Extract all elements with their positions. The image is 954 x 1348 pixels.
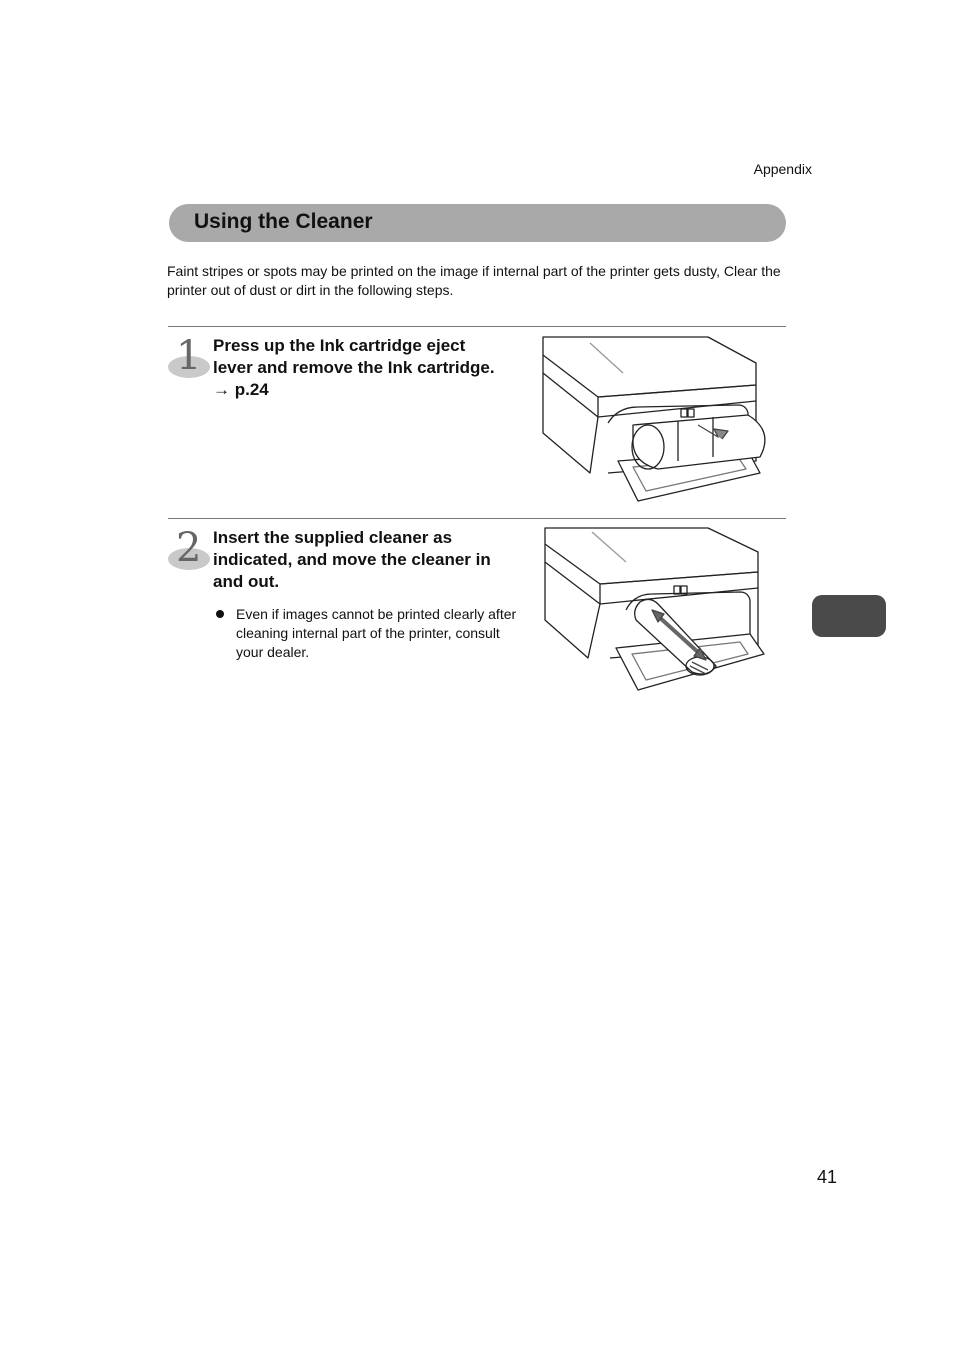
step-2-note-text: Even if images cannot be printed clearly after cleaning internal part of the printer, consult your dealer. [236,606,517,660]
step-number-digit: 2 [176,525,202,571]
step-2-number [168,525,210,572]
step-1-line-2: lever and remove the Ink cartridge. [213,358,495,377]
step-1-divider [168,326,786,327]
chapter-thumb-tab [812,595,886,637]
bullet-dot-icon [216,610,224,618]
step-1-page-reference: → p.24 [213,380,269,399]
printer-insert-cleaner-illustration [540,524,772,696]
section-title-bar [169,204,786,242]
step-2-line-3: and out. [213,572,280,591]
step-2-instruction [213,527,528,593]
printer-remove-cartridge-illustration [538,333,778,507]
step-number-digit: 1 [176,333,202,379]
page-number: 41 [817,1167,838,1187]
step-2-line-1: Insert the supplied cleaner as [213,528,453,547]
step-2-divider [168,518,786,519]
step-1-number [168,333,210,380]
step-2-line-2: indicated, and move the cleaner in [213,550,491,569]
section-title: Using the Cleaner [194,210,373,233]
running-header: Appendix [753,161,812,177]
intro-paragraph: Faint stripes or spots may be printed on the image if internal part of the printer gets dusty, Clear the printer out of dust or dirt in the following steps. [167,263,781,298]
step-1-instruction [213,335,528,401]
step-1-line-1: Press up the Ink cartridge eject [213,336,466,355]
